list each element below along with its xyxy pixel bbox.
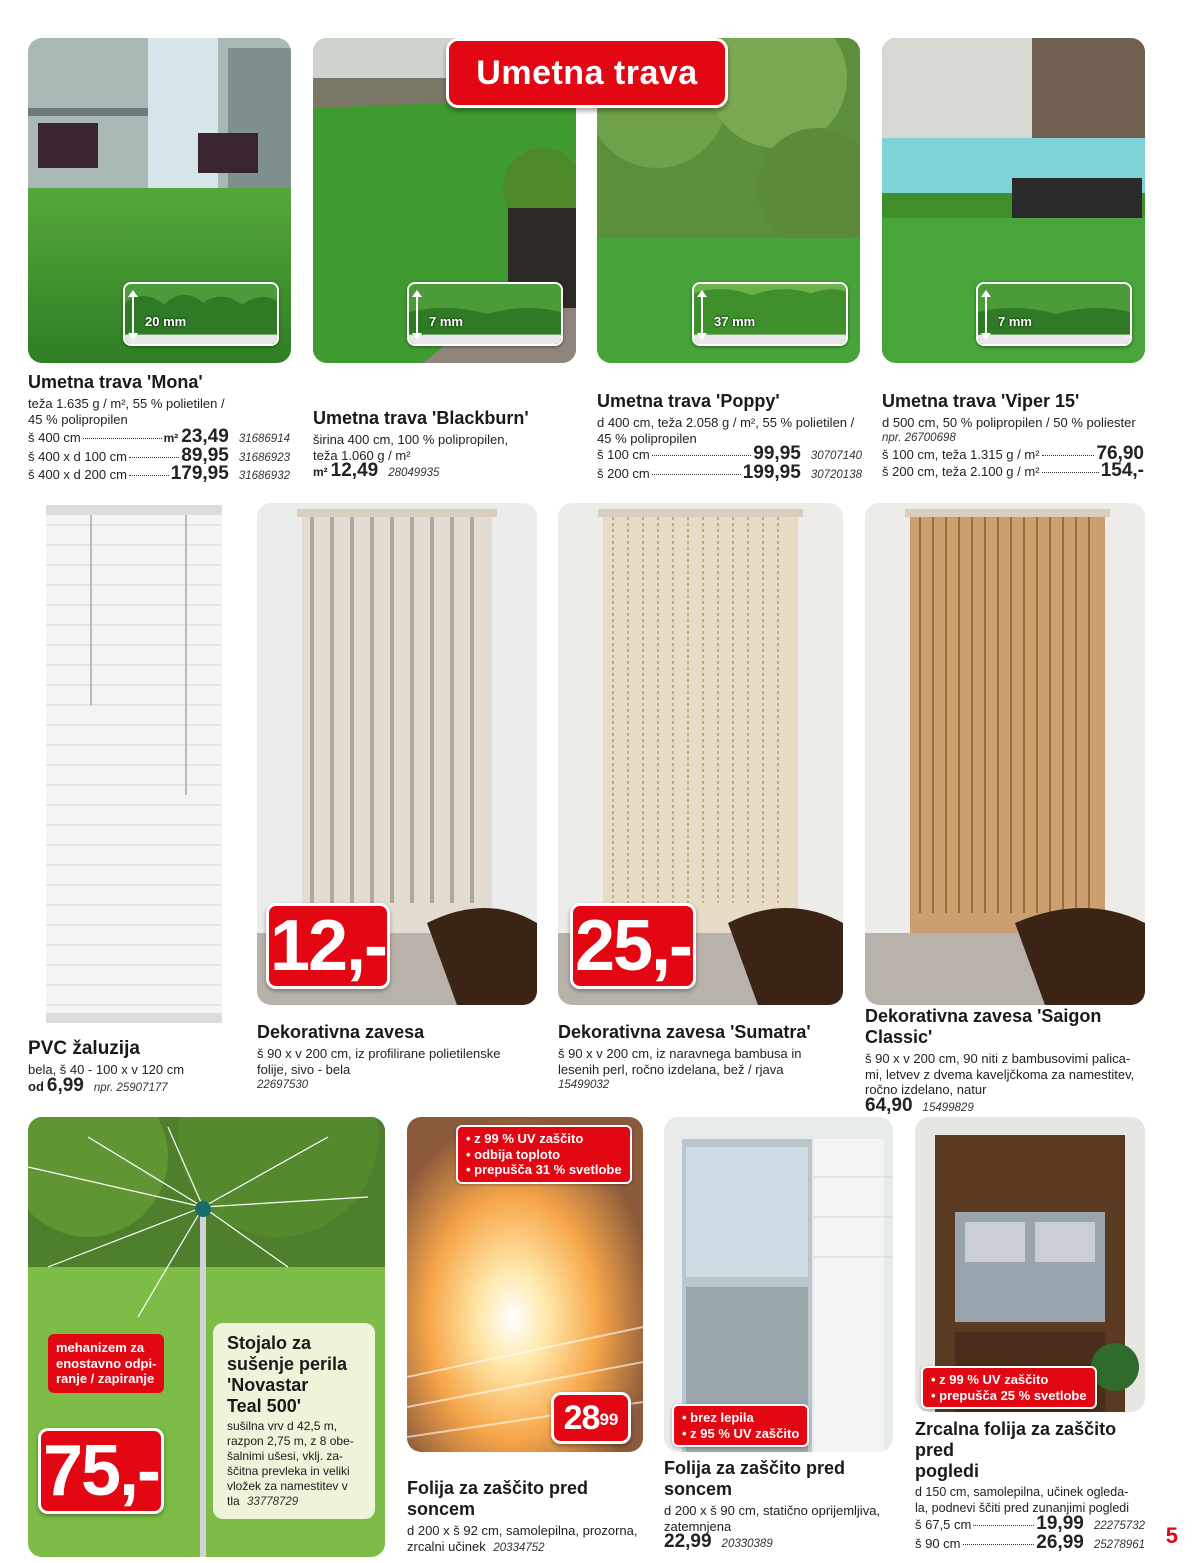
viper-height-label: 7 mm [998,314,1032,329]
dryer-title-1: Stojalo za [227,1333,312,1353]
sun-film-desc-1: d 200 x š 92 cm, samolepilna, prozorna, [407,1523,638,1538]
tinted-film-desc-2: zatemnjena [664,1518,732,1534]
tinted-film-photo [664,1117,893,1452]
blackburn-height-label: 7 mm [429,314,463,329]
dryer-title-4: Teal 500' [227,1396,301,1416]
curtain-saigon-title: Dekorativna zavesa 'Saigon Classic' [865,1006,1102,1047]
tinted-film-desc-1: d 200 x š 90 cm, statično oprijemljiva, [664,1503,881,1518]
dryer-callout-2: enostavno odpi- [56,1355,157,1371]
poppy-row-2-price: 199,95 [742,461,801,483]
viper-row-2 [882,459,1144,481]
pvc-blind-title: PVC žaluzija [28,1038,140,1059]
viper-info [882,391,1144,479]
viper-grass-height-inset [976,282,1132,346]
mirror-film-row-1-label: š 67,5 cm [915,1517,972,1532]
mona-row-2 [28,444,290,467]
poppy-row-2-code: 30720138 [810,468,862,481]
blackburn-info [313,408,575,482]
poppy-desc-1: d 400 cm, teža 2.058 g / m², 55 % polietilen / [597,415,855,430]
curtain-sumatra-desc-1: š 90 x v 200 cm, iz naravnega bambusa in [558,1046,802,1061]
mona-desc-1: teža 1.635 g / m², 55 % polietilen / [28,396,225,411]
blackburn-code: 28049935 [388,467,440,479]
mirror-film-row-2-code: 25278961 [1093,1538,1145,1551]
mona-row-2-label: š 400 x d 100 cm [28,448,127,464]
mona-info [28,372,290,485]
curtain-saigon-price-row [865,1094,1155,1117]
poppy-info [597,391,862,483]
sun-film-price-main: 28 [563,1398,600,1437]
curtain-sumatra-price-tag [570,903,696,989]
blackburn-price-row [313,460,575,482]
viper-desc-1: d 500 cm, 50 % polipropilen / 50 % poliester [882,415,1136,430]
curtain-grey-info [257,1022,542,1094]
mirror-film-title-1: Zrcalna folija za zaščito pred [915,1419,1117,1460]
mirror-film-row-2 [915,1531,1145,1554]
curtain-saigon-desc-1: š 90 x v 200 cm, 90 niti z bambusovimi palica- [865,1051,1131,1066]
tinted-film-price: 22,99 [664,1531,712,1552]
poppy-row-2-label: š 200 cm [597,465,650,481]
curtain-saigon-photo [865,503,1145,1005]
dryer-title-3: 'Novastar [227,1375,309,1395]
curtain-grey-desc-1: š 90 x v 200 cm, iz profilirane polietilenske [257,1046,501,1061]
poppy-row-1-price: 99,95 [753,443,801,464]
pvc-blind-info [28,1038,238,1096]
mona-row-3-price: 179,95 [170,463,229,484]
viper-row-2-price: 154,- [1100,459,1144,481]
mona-grass-height-inset [123,282,279,346]
mirror-film-desc-1: d 150 cm, samolepilna, učinek ogleda- [915,1485,1129,1499]
curtain-saigon-desc-2: mi, letvev z dvema kaveljčkoma za namestitev, [865,1066,1135,1082]
curtain-grey-desc-2: folije, sivo - bela [257,1061,351,1077]
sun-film-title: Folija za zaščito pred soncem [407,1478,589,1519]
mona-row-3-code: 31686932 [238,470,290,482]
poppy-row-1-label: š 100 cm [597,447,650,462]
curtain-saigon-info [865,1006,1155,1116]
mona-height-label: 20 mm [145,314,187,329]
mona-desc-2: 45 % polipropilen [28,411,128,427]
dryer-desc-4: ščitna prevleka in veliki [227,1464,350,1478]
mona-row-2-code: 31686923 [238,451,290,464]
mona-row-2-price: 89,95 [181,444,229,466]
mirror-film-title-2: pogledi [915,1461,979,1481]
mona-row-1-code: 31686914 [238,433,290,445]
tinted-film-code: 20330389 [721,1538,773,1550]
sun-film-feature-2: • odbija toploto [466,1146,561,1162]
dryer-desc-3: šalnimi ušesi, vklj. za- [227,1449,344,1463]
mirror-film-row-1-code: 22275732 [1093,1520,1145,1532]
dryer-callout-1: mehanizem za [56,1340,145,1355]
poppy-row-1-code: 30707140 [810,450,862,462]
sun-film-info [407,1478,657,1556]
blackburn-grass-height-inset [407,282,563,346]
dryer-price-tag [38,1428,164,1514]
tinted-film-feature-1: • brez lepila [682,1410,754,1425]
mona-row-1-label: š 400 cm [28,430,81,445]
blackburn-title: Umetna trava 'Blackburn' [313,408,529,428]
dryer-mechanism-callout [48,1334,164,1393]
mona-row-1-unit: m² [163,431,179,445]
sun-film-feature-3: • prepušča 31 % svetlobe [466,1162,622,1177]
blackburn-price: 12,49 [330,460,379,481]
mona-title: Umetna trava 'Mona' [28,372,203,392]
mirror-film-info [915,1419,1145,1553]
blackburn-unit: m² [313,465,328,479]
curtain-grey-title: Dekorativna zavesa [257,1022,425,1042]
curtain-grey-price: 12,- [269,906,387,986]
poppy-height-label: 37 mm [714,314,756,329]
curtain-grey-code: 22697530 [257,1079,309,1091]
category-banner [446,38,728,108]
tinted-film-features [672,1404,809,1447]
mirror-film-feature-1: • z 99 % UV zaščito [931,1372,1049,1387]
curtain-grey-price-tag [266,903,390,989]
poppy-row-2 [597,461,862,484]
curtain-sumatra-code: 15499032 [558,1079,610,1091]
viper-article: npr. 26700698 [882,431,956,444]
curtain-sumatra-price: 25,- [574,906,692,986]
pvc-blind-price: 6,99 [46,1074,84,1096]
sun-film-desc-2: zrcalni učinek [407,1538,486,1554]
sun-film-features [456,1125,632,1184]
dryer-last-line [227,1494,361,1510]
curtain-sumatra-info [558,1022,848,1094]
mirror-film-row-1-price: 19,99 [1036,1513,1084,1534]
dryer-code: 33778729 [247,1496,299,1508]
dryer-desc-1: sušilna vrv d 42,5 m, [227,1419,338,1433]
viper-row-1-label: š 100 cm, teža 1.315 g / m² [882,447,1040,462]
blackburn-desc-2: teža 1.060 g / m² [313,447,411,463]
sun-film-price-cents: 99 [599,1410,619,1429]
dryer-price: 75,- [42,1431,160,1511]
pvc-blind-photo [46,505,222,1023]
curtain-saigon-code: 15499829 [922,1101,974,1114]
dryer-title-2: sušenje perila [227,1354,348,1374]
mirror-film-row-2-label: š 90 cm [915,1535,961,1551]
curtain-saigon-desc-3: ročno izdelano, natur [865,1082,987,1097]
poppy-grass-height-inset [692,282,848,346]
dryer-info [213,1323,375,1519]
mona-row-3-label: š 400 x d 200 cm [28,467,127,482]
dryer-desc-2: razpon 2,75 m, z 8 obe- [227,1434,354,1448]
blackburn-desc-1: širina 400 cm, 100 % polipropilen, [313,432,509,447]
pvc-blind-desc: bela, š 40 - 100 x v 120 cm [28,1062,185,1077]
mirror-film-desc-2: la, podnevi ščiti pred zunanjimi pogledi [915,1500,1130,1515]
dryer-desc-5: vložek za namestitev v [227,1479,348,1493]
sun-film-last-line [407,1539,657,1557]
curtain-sumatra-desc-2: lesenih perl, ročno izdelana, bež / rjava [558,1061,784,1077]
mona-row-3 [28,463,290,485]
page-number: 5 [1165,1523,1178,1548]
tinted-film-feature-2: • z 95 % UV zaščito [682,1425,800,1441]
viper-row-2-label: š 200 cm, teža 2.100 g / m² [882,463,1040,479]
mirror-film-row-1 [915,1513,1145,1535]
mona-row-1 [28,426,290,448]
sun-film-price-tag [551,1392,631,1444]
mirror-film-features [921,1366,1097,1409]
pvc-blind-prefix: od [28,1078,44,1094]
viper-row-1-price: 76,90 [1096,443,1144,464]
tinted-film-price-row [664,1531,904,1553]
mona-row-1-price: 23,49 [181,426,229,447]
curtain-sumatra-title: Dekorativna zavesa 'Sumatra' [558,1022,811,1042]
sun-film-code: 20334752 [493,1541,545,1554]
banner-title: Umetna trava [476,53,698,92]
tinted-film-title: Folija za zaščito pred soncem [664,1458,846,1499]
pvc-blind-price-row [28,1074,238,1097]
mirror-film-feature-2: • prepušča 25 % svetlobe [931,1387,1087,1403]
tinted-film-info [664,1458,904,1553]
dryer-desc-6: tla [227,1494,240,1508]
poppy-row-1 [597,443,862,465]
poppy-desc-2: 45 % polipropilen [597,430,697,446]
viper-title: Umetna trava 'Viper 15' [882,391,1080,411]
mirror-film-row-2-price: 26,99 [1036,1531,1084,1553]
pvc-blind-article: npr. 25907177 [93,1081,168,1094]
curtain-saigon-price: 64,90 [865,1094,913,1116]
dryer-callout-3: ranje / zapiranje [56,1371,155,1386]
poppy-title: Umetna trava 'Poppy' [597,391,780,411]
sun-film-feature-1: • z 99 % UV zaščito [466,1131,584,1146]
